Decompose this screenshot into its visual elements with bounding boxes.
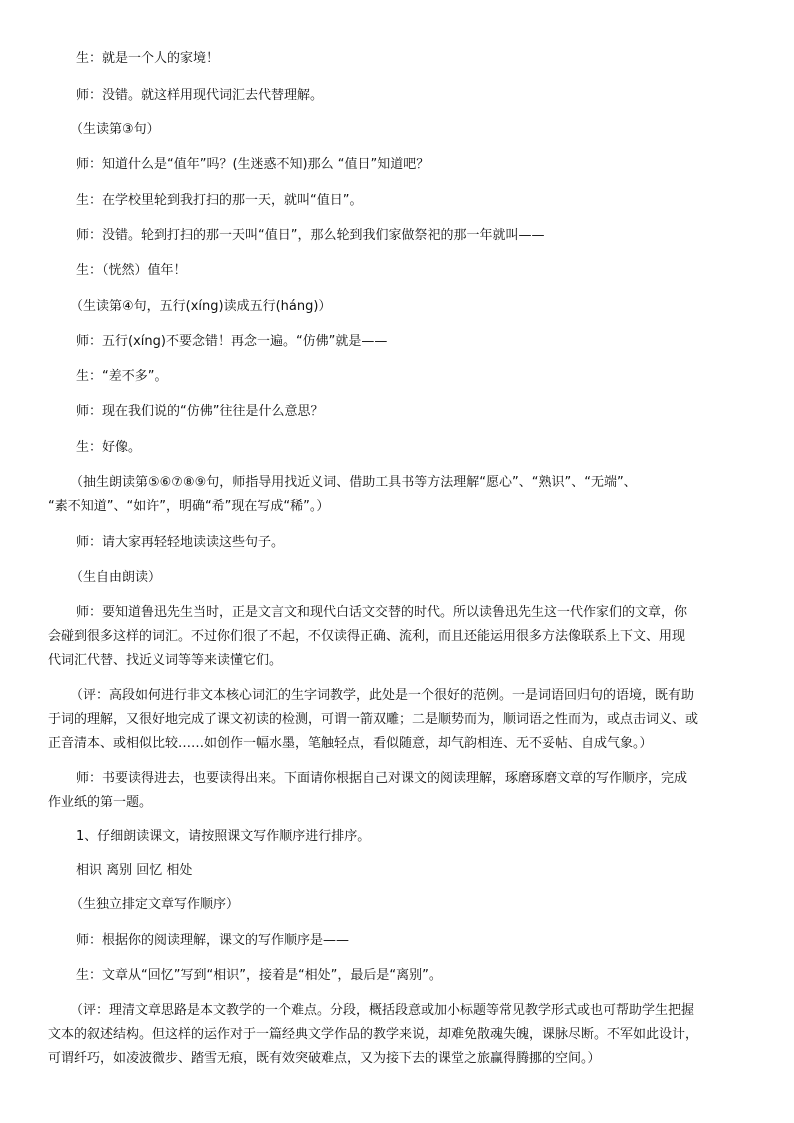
stage-direction: （生自由朗读） (70, 570, 162, 585)
dialogue-line: 师：现在我们说的“仿佛”往往是什么意思？ (76, 404, 324, 419)
commentary: 于词的理解，又很好地完成了课文初读的检测，可谓一箭双雕；二是顺势而为，顺词语之性而为，或点击词义、或 (48, 712, 699, 727)
commentary: （评：高段如何进行非文本核心词汇的生字词教学，此处是一个很好的范例。一是词语回归句的语境，既有助 (70, 688, 695, 703)
dialogue-line: 作业纸的第一题。 (48, 795, 153, 810)
dialogue-line: 师：书要读得进去，也要读得出来。下面请你根据自己对课文的阅读理解，琢磨琢磨文章的写作顺序，完成 (76, 771, 688, 786)
dialogue-line: 师：没错。就这样用现代词汇去代替理解。 (76, 88, 324, 103)
commentary: 可谓纤巧，如凌波微步、踏雪无痕，既有效突破难点，又为接下去的课堂之旅赢得腾挪的空间。） (48, 1051, 601, 1066)
dialogue-line: 师：没错。轮到打扫的那一天叫“值日”，那么轮到我们家做祭祀的那一年就叫—— (76, 228, 545, 243)
dialogue-line: 生：在学校里轮到我打扫的那一天，就叫“值日”。 (76, 193, 363, 208)
dialogue-line: 生：文章从“回忆”写到“相识”，接着是“相处”，最后是“离别”。 (76, 968, 442, 983)
stage-direction: （生读第④句，五行(xíng)读成五行(háng)） (70, 299, 332, 314)
dialogue-line: 生：好像。 (76, 440, 142, 455)
dialogue-line: 师：请大家再轻轻地读读这些句子。 (76, 535, 285, 550)
commentary: 文本的叙述结构。但这样的运作对于一篇经典文学作品的教学来说，却难免散魂失魄，课脉尽断。不军如此设计， (48, 1027, 699, 1042)
dialogue-line: 代词汇代替、找近义词等等来读懂它们。 (48, 653, 283, 668)
exercise-options: 相识 离别 回忆 相处 (76, 863, 193, 878)
commentary: 正音清本、或相似比较……如创作一幅水墨，笔触轻点，看似随意，却气韵相连、无不妥帖、自成气象。） (48, 736, 653, 751)
dialogue-line: 师：五行(xíng)不要念错！再念一遍。“仿佛”就是—— (76, 334, 388, 349)
dialogue-line: 会碰到很多这样的词汇。不过你们很了不起，不仅读得正确、流利，而且还能运用很多方法像联系上下文、用现 (48, 629, 686, 644)
dialogue-line: 师：根据你的阅读理解，课文的写作顺序是—— (76, 933, 350, 948)
commentary: （评：理清文章思路是本文教学的一个难点。分段，概括段意或加小标题等常见教学形式或也可帮助学生把握 (70, 1003, 695, 1018)
stage-direction: “素不知道”、“如许”，明确“希”现在写成“稀”。） (48, 499, 330, 514)
exercise-question: 1、仔细朗读课文，请按照课文写作顺序进行排序。 (76, 829, 371, 844)
stage-direction: （生独立排定文章写作顺序） (70, 897, 240, 912)
dialogue-line: 师：知道什么是“值年”吗？(生迷惑不知)那么 “值日”知道吧？ (76, 157, 430, 172)
dialogue-line: 师：要知道鲁迅先生当时，正是文言文和现代白话文交替的时代。所以读鲁迅先生这一代作家们的文章，你 (76, 605, 688, 620)
dialogue-line: 生：就是一个人的家境！ (76, 51, 220, 66)
dialogue-line: 生：“差不多”。 (76, 369, 168, 384)
dialogue-line: 生：（恍然）值年！ (76, 263, 187, 278)
stage-direction: （抽生朗读第⑤⑥⑦⑧⑨句，师指导用找近义词、借助工具书等方法理解“愿心”、“熟识”、“无端”、 (70, 475, 637, 490)
stage-direction: （生读第③句） (70, 122, 160, 137)
